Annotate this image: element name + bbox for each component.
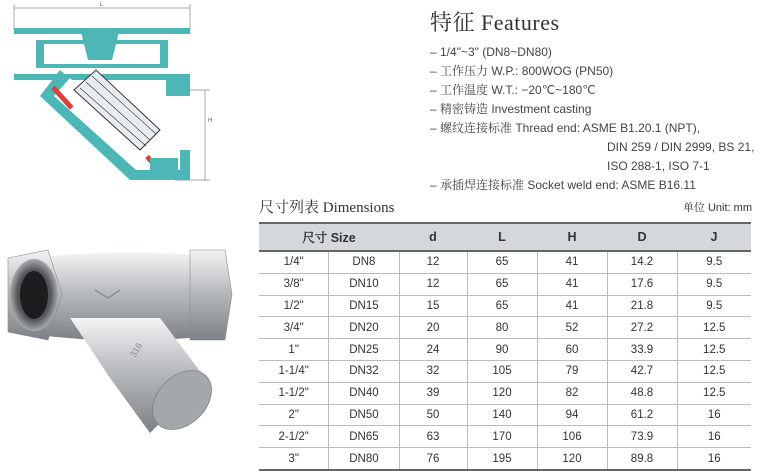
H-cell: 79: [537, 360, 607, 382]
H-cell: 106: [537, 426, 607, 448]
table-row: [259, 382, 751, 404]
D-cell: 42.7: [607, 360, 677, 382]
d-cell: 63: [399, 426, 467, 448]
L-cell: 140: [467, 404, 537, 426]
dimensions-unit: 单位 Unit: mm: [682, 202, 752, 214]
L-cell: 65: [467, 251, 537, 273]
feature-item: – 精密铸造 Investment casting: [430, 102, 592, 116]
d-cell: 15: [399, 295, 467, 317]
size-inch-cell: 2": [259, 404, 329, 426]
features-title: 特征 Features: [430, 10, 560, 35]
D-cell: 48.8: [607, 382, 677, 404]
H-cell: 94: [537, 404, 607, 426]
d-cell: 50: [399, 404, 467, 426]
D-cell: 73.9: [607, 426, 677, 448]
H-cell: 60: [537, 339, 607, 361]
header-L: L: [467, 223, 537, 251]
table-row: [259, 273, 751, 295]
svg-text:316: 316: [128, 340, 145, 359]
size-dn-cell: DN25: [329, 339, 399, 361]
table-row: [259, 295, 751, 317]
L-cell: 170: [467, 426, 537, 448]
table-row: [259, 339, 751, 361]
D-cell: 27.2: [607, 317, 677, 339]
D-cell: 89.8: [607, 448, 677, 470]
L-cell: 65: [467, 295, 537, 317]
D-cell: 14.2: [607, 251, 677, 273]
J-cell: 12.5: [677, 360, 751, 382]
J-cell: 9.5: [677, 273, 751, 295]
size-inch-cell: 1-1/2": [259, 382, 329, 404]
header-size: 尺寸 Size: [259, 223, 399, 251]
D-cell: 33.9: [607, 339, 677, 361]
L-cell: 120: [467, 382, 537, 404]
size-inch-cell: 1": [259, 339, 329, 361]
H-cell: 120: [537, 448, 607, 470]
D-cell: 21.8: [607, 295, 677, 317]
table-row: [259, 251, 751, 273]
dimensions-table: [259, 222, 751, 471]
d-cell: 12: [399, 251, 467, 273]
L-cell: 80: [467, 317, 537, 339]
y-strainer-product-photo: [0, 228, 250, 458]
header-D: D: [607, 223, 677, 251]
L-cell: 105: [467, 360, 537, 382]
d-cell: 32: [399, 360, 467, 382]
dimensions-title: 尺寸列表 Dimensions: [259, 200, 395, 216]
L-cell: 195: [467, 448, 537, 470]
J-cell: 12.5: [677, 339, 751, 361]
features-section: [430, 6, 760, 195]
dim-L-label: L: [100, 2, 104, 8]
header-H: H: [537, 223, 607, 251]
size-dn-cell: DN40: [329, 382, 399, 404]
d-cell: 12: [399, 273, 467, 295]
feature-item: – 1/4"~3" (DN8~DN80): [430, 45, 552, 59]
feature-item-continuation: DIN 259 / DIN 2999, BS 21,: [607, 140, 755, 154]
size-inch-cell: 3/4": [259, 317, 329, 339]
size-dn-cell: DN80: [329, 448, 399, 470]
size-dn-cell: DN32: [329, 360, 399, 382]
d-cell: 39: [399, 382, 467, 404]
header-d: d: [399, 223, 467, 251]
y-strainer-cross-section-drawing: [0, 0, 240, 200]
table-header-row: [259, 223, 751, 251]
J-cell: 16: [677, 426, 751, 448]
J-cell: 12.5: [677, 317, 751, 339]
size-dn-cell: DN50: [329, 404, 399, 426]
size-inch-cell: 1/2": [259, 295, 329, 317]
size-dn-cell: DN65: [329, 426, 399, 448]
H-cell: 82: [537, 382, 607, 404]
size-inch-cell: 1/4": [259, 251, 329, 273]
table-row: [259, 426, 751, 448]
J-cell: 16: [677, 448, 751, 470]
L-cell: 65: [467, 273, 537, 295]
dimensions-table-body: [259, 251, 751, 470]
features-list: [430, 43, 760, 195]
J-cell: 16: [677, 404, 751, 426]
feature-item-continuation: ISO 288-1, ISO 7-1: [607, 159, 710, 173]
feature-item: – 承插焊连接标准 Socket weld end: ASME B16.11: [430, 178, 696, 192]
size-dn-cell: DN10: [329, 273, 399, 295]
D-cell: 17.6: [607, 273, 677, 295]
D-cell: 61.2: [607, 404, 677, 426]
size-inch-cell: 1-1/4": [259, 360, 329, 382]
size-dn-cell: DN15: [329, 295, 399, 317]
size-inch-cell: 3/8": [259, 273, 329, 295]
L-cell: 90: [467, 339, 537, 361]
feature-item: – 螺纹连接标准 Thread end: ASME B1.20.1 (NPT),: [430, 121, 701, 135]
dim-H-label: H: [208, 118, 213, 124]
table-row: [259, 317, 751, 339]
size-inch-cell: 3": [259, 448, 329, 470]
J-cell: 9.5: [677, 295, 751, 317]
H-cell: 41: [537, 295, 607, 317]
d-cell: 20: [399, 317, 467, 339]
J-cell: 9.5: [677, 251, 751, 273]
table-row: [259, 404, 751, 426]
header-J: J: [677, 223, 751, 251]
table-row: [259, 360, 751, 382]
size-dn-cell: DN20: [329, 317, 399, 339]
feature-item: – 工作温度 W.T.: −20℃~180℃: [430, 83, 596, 97]
J-cell: 12.5: [677, 382, 751, 404]
size-dn-cell: DN8: [329, 251, 399, 273]
feature-item: – 工作压力 W.P.: 800WOG (PN50): [430, 64, 614, 78]
H-cell: 41: [537, 251, 607, 273]
size-inch-cell: 2-1/2": [259, 426, 329, 448]
d-cell: 24: [399, 339, 467, 361]
H-cell: 52: [537, 317, 607, 339]
d-cell: 76: [399, 448, 467, 470]
H-cell: 41: [537, 273, 607, 295]
